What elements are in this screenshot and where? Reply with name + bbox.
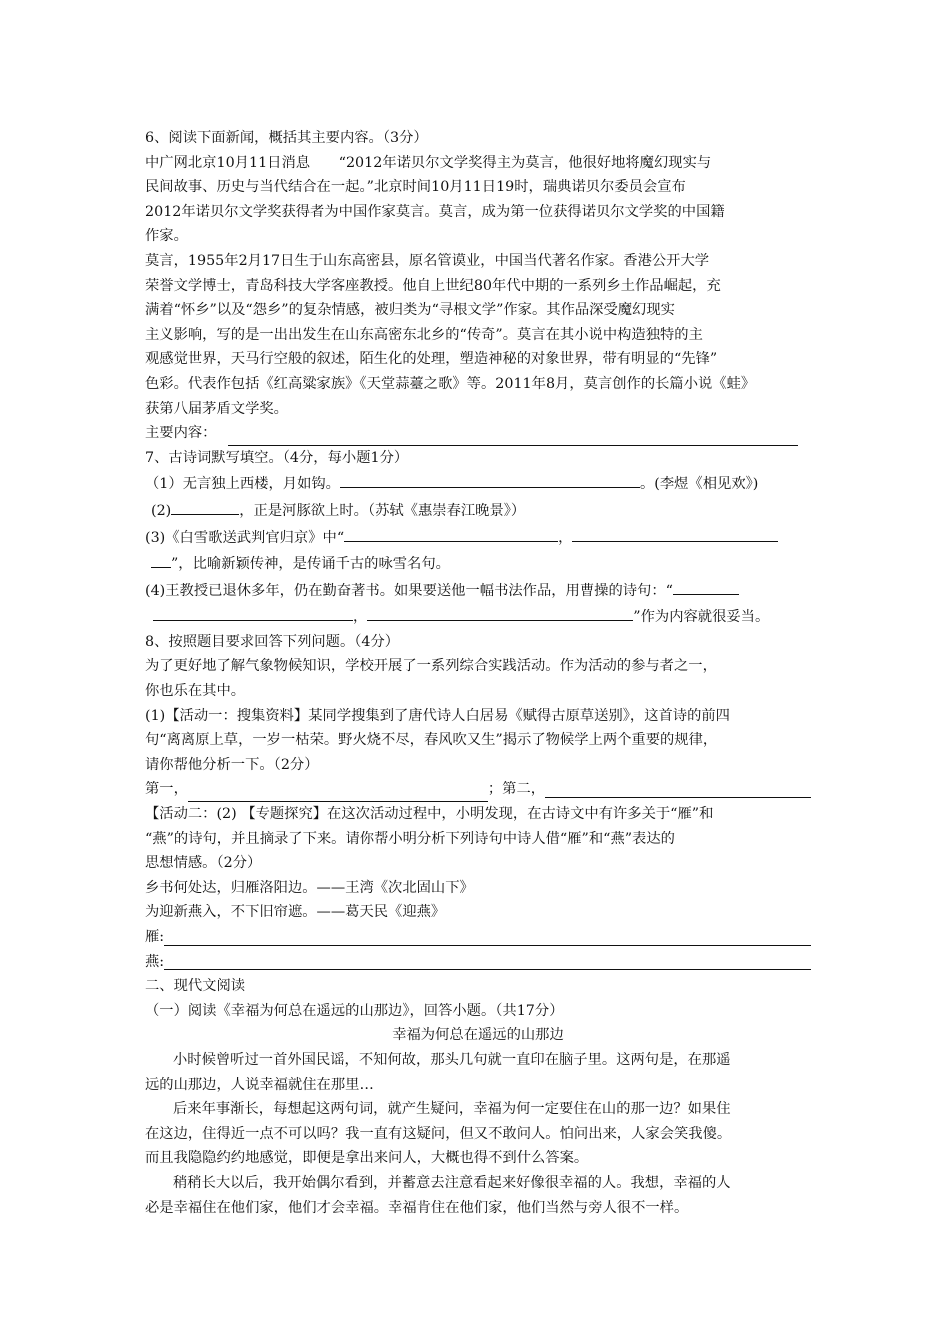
q8-second-label: ；第二， <box>487 781 546 798</box>
q8-second-blank[interactable] <box>545 780 811 798</box>
article-title: 幸福为何总在遥远的山那边 <box>392 1027 564 1044</box>
q7-item3-comma: ， <box>558 529 573 546</box>
q7-item1-source: 。(李煜《相见欢》) <box>639 476 759 493</box>
article-line: 而且我隐隐约约地感觉，即便是拿出来问人，大概也得不到什么答案。 <box>145 1150 589 1167</box>
q6-line: 作家。 <box>145 228 188 245</box>
q7-item4-cont <box>145 603 811 630</box>
q7-item1-text: （1）无言独上西楼，月如钩。 <box>145 476 340 493</box>
section2-title: 二、现代文阅读 <box>145 978 246 995</box>
q7-item4 <box>145 577 811 604</box>
q6-answer-row <box>145 421 811 446</box>
q7-item4-blank-2[interactable] <box>153 603 353 621</box>
article-line: 在这边，住得近一点不可以吗？我一直有这疑问，但又不敢问人。怕问出来，人家会笑我傻。 <box>145 1125 732 1142</box>
article-line: 小时候曾听过一首外国民谣，不知何故，那头几句就一直印在脑子里。这两句是，在那遥 <box>173 1051 731 1068</box>
q8-yan-blank[interactable] <box>164 928 811 946</box>
q6-line: 民间故事、历史与当代结合在一起。”北京时间10月11日19时，瑞典诺贝尔委员会宣布 <box>145 179 686 196</box>
q7-item3-blank-1[interactable] <box>344 524 558 542</box>
q7-title: 7、古诗词默写填空。（4分，每小题1分） <box>145 449 409 466</box>
q8-yan-row <box>145 925 811 950</box>
exam-page <box>145 126 811 1220</box>
q6-line: 2012年诺贝尔文学奖获得者为中国作家莫言。莫言，成为第一位获得诺贝尔文学奖的中国籍 <box>145 203 725 220</box>
q8-yan2-label: 燕: <box>145 953 165 970</box>
q8-yan2-blank[interactable] <box>164 952 811 970</box>
q6-line: 满着“怀乡”以及“怨乡”的复杂情感，被归类为“寻根文学”作家。其作品深受魔幻现实 <box>145 302 675 319</box>
q7-item2 <box>145 497 811 524</box>
q8-first-label: 第一， <box>145 781 188 798</box>
q7-item3-text: (3)《白雪歌送武判官归京》中“ <box>145 529 345 546</box>
q8-answer-row-1 <box>145 777 811 802</box>
q8-act1: 请你帮他分析一下。（2分） <box>145 756 319 773</box>
q8-intro: 为了更好地了解气象物候知识，学校开展了一系列综合实践活动。作为活动的参与者之一， <box>145 658 717 675</box>
q8-poem-2: 为迎新燕入，不下旧帘遮。——葛天民《迎燕》 <box>145 904 446 921</box>
q7-item2-num: (2) <box>151 502 172 519</box>
q8-intro: 你也乐在其中。 <box>145 683 246 700</box>
article-line: 后来年事渐长，每想起这两句词，就产生疑问，幸福为何一定要住在山的那一边？如果住 <box>173 1101 731 1118</box>
q8-poem-1: 乡书何处达，归雁洛阳边。——王湾《次北固山下》 <box>145 879 474 896</box>
q6-answer-label: 主要内容： <box>145 425 217 442</box>
q6-line: 莫言，1955年2月17日生于山东高密县，原名管谟业，中国当代著名作家。香港公开大学 <box>145 252 710 269</box>
article-paragraph <box>145 1097 811 1171</box>
q6-answer-blank[interactable] <box>228 428 798 446</box>
section2-sub: （一）阅读《幸福为何总在遥远的山那边》，回答小题。（共17分） <box>145 1002 564 1019</box>
q7-item2-text: ，正是河豚欲上时。（苏轼《惠崇春江晚景》） <box>239 502 526 519</box>
article-paragraph <box>145 1048 811 1097</box>
q8-act2: “燕”的诗句，并且摘录了下来。请你帮小明分析下列诗句中诗人借“雁”和“燕”表达的 <box>145 830 675 847</box>
q6-line: 中广网北京10月11日消息 “2012年诺贝尔文学奖得主为莫言，他很好地将魔幻现实与 <box>145 154 712 171</box>
q7-item3 <box>145 524 811 551</box>
q6-line: 主义影响，写的是一出出发生在山东高密东北乡的“传奇”。莫言在其小说中构造独特的主 <box>145 326 703 343</box>
q7-item3-cont <box>145 550 811 577</box>
q7-item4-blank-3[interactable] <box>367 603 633 621</box>
q7-item3-blank-2[interactable] <box>572 524 778 542</box>
q7-item1 <box>145 470 811 497</box>
q7-item3-blank-3[interactable] <box>151 550 171 568</box>
q6-title: 6、阅读下面新闻，概括其主要内容。（3分） <box>145 130 428 146</box>
q7-item4-text: (4)王教授已退休多年，仍在勤奋著书。如果要送他一幅书法作品，用曹操的诗句：“ <box>145 582 673 599</box>
q6-line: 获第八届茅盾文学奖。 <box>145 400 288 417</box>
q6-line: 色彩。代表作包括《红高粱家族》《天堂蒜薹之歌》等。2011年8月，莫言创作的长篇小说《蛙》 <box>145 375 756 392</box>
q7-item3-text-2: ”，比喻新颖传神，是传诵千古的咏雪名句。 <box>171 556 450 573</box>
q7-item4-blank-1[interactable] <box>673 577 739 595</box>
q8-yan2-row <box>145 950 811 975</box>
q8-yan-label: 雁: <box>145 929 165 945</box>
q7-item4-comma: ， <box>353 609 368 626</box>
q7-item2-blank[interactable] <box>171 497 239 515</box>
q7-item4-text-2: ”作为内容就很妥当。 <box>633 609 770 626</box>
q8-first-blank[interactable] <box>188 784 488 802</box>
q8-act1: (1)【活动一：搜集资料】某同学搜集到了唐代诗人白居易《赋得古原草送别》，这首诗的前四 <box>145 707 730 724</box>
q8-act1: 句“离离原上草，一岁一枯荣。野火烧不尽，春风吹又生”揭示了物候学上两个重要的规律， <box>145 732 718 749</box>
article-paragraph <box>145 1171 811 1220</box>
article-line: 稍稍长大以后，我开始偶尔看到，并蓄意去注意看起来好像很幸福的人。我想，幸福的人 <box>173 1174 731 1191</box>
q7-item1-blank[interactable] <box>340 470 640 488</box>
q8-act2: 思想情感。（2分） <box>145 855 262 872</box>
article-line: 远的山那边，人说幸福就住在那里… <box>145 1076 374 1093</box>
q6-line: 观感觉世界，天马行空般的叙述，陌生化的处理，塑造神秘的对象世界，带有明显的“先锋” <box>145 351 718 368</box>
article-line: 必是幸福住在他们家，他们才会幸福。幸福肯住在他们家，他们当然与旁人很不一样。 <box>145 1199 689 1216</box>
q6-line: 荣誉文学博士，青岛科技大学客座教授。他自上世纪80年代中期的一系列乡土作品崛起，充 <box>145 277 721 294</box>
q8-title: 8、按照题目要求回答下列问题。（4分） <box>145 633 400 650</box>
q8-act2: 【活动二：(2) 【专题探究】在这次活动过程中，小明发现，在古诗文中有许多关于“雁”和 <box>145 806 714 823</box>
